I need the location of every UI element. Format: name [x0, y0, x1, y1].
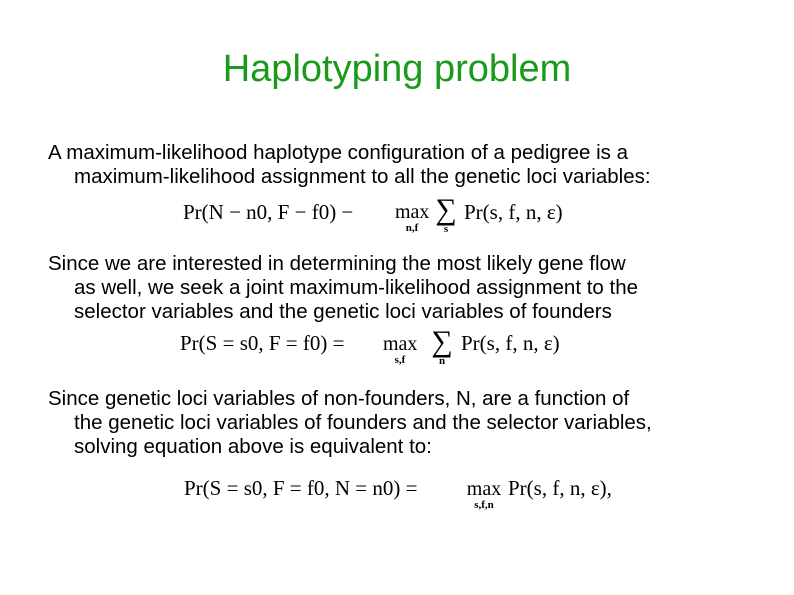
slide-title: Haplotyping problem	[222, 48, 572, 90]
equation-lhs: Pr(S = s0, F = f0) =	[180, 331, 345, 355]
paragraph-line: solving equation above is equivalent to:	[74, 435, 432, 458]
paragraph-equivalence	[48, 387, 778, 459]
paragraph-line: selector variables and the genetic loci variables of founders	[74, 300, 612, 323]
paragraph-line: the genetic loci variables of founders and the selector variables,	[74, 411, 652, 434]
equation-2	[180, 325, 600, 375]
paragraph-line: Since we are interested in determining the most likely gene flow	[48, 252, 626, 275]
paragraph-line: A maximum-likelihood haplotype configuration of a pedigree is a	[48, 141, 629, 164]
equation-3	[184, 476, 644, 520]
max-operator: max s,f,n	[464, 479, 504, 511]
paragraph-line: as well, we seek a joint maximum-likelihood assignment to the	[74, 276, 639, 299]
sum-subscript: s	[443, 223, 449, 235]
max-subscript: s,f,n	[474, 499, 494, 511]
paragraph-motivation	[48, 252, 778, 324]
max-subscript: s,f	[394, 354, 406, 366]
sum-operator: ∑ n	[431, 325, 453, 367]
paragraph-line: maximum-likelihood assignment to all the genetic loci variables:	[74, 165, 651, 188]
equation-lhs: Pr(N − n0, F − f0) −	[183, 200, 354, 224]
equation-lhs: Pr(S = s0, F = f0, N = n0) =	[184, 476, 418, 500]
max-operator: max s,f	[383, 333, 418, 366]
paragraph-line: Since genetic loci variables of non-founders, N, are a function of	[48, 387, 630, 410]
max-subscript: n,f	[405, 222, 419, 234]
equation-rhs: Pr(s, f, n, ε)	[464, 200, 563, 224]
paragraph-definition	[48, 141, 778, 189]
sum-operator: ∑ s	[435, 193, 457, 235]
sum-subscript: n	[438, 355, 446, 367]
equation-rhs: Pr(s, f, n, ε),	[508, 476, 612, 500]
equation-rhs: Pr(s, f, n, ε)	[461, 331, 560, 355]
max-operator: max n,f	[395, 201, 430, 234]
equation-1	[183, 193, 603, 244]
